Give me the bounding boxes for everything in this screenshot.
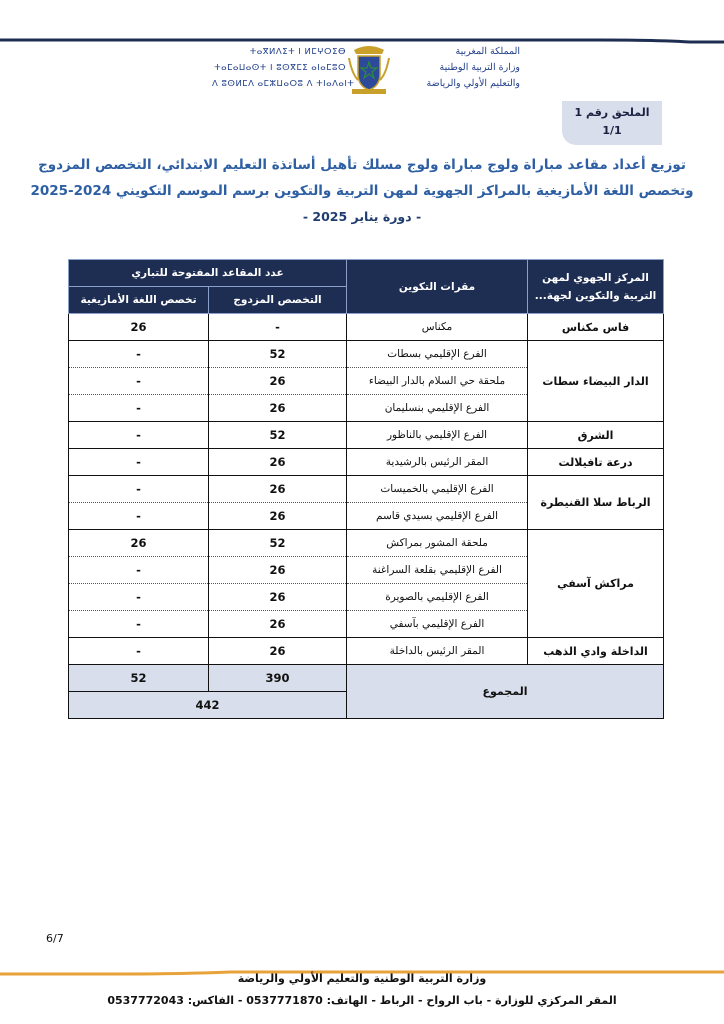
amazigh-seats-cell: - [69,584,209,611]
center-cell: الفرع الإقليمي بقلعة السراغنة [347,557,528,584]
ministry-name-arabic [392,44,520,92]
title-session: - دورة يناير 2025 - [302,209,422,224]
tifinagh-line-3: ⴷ ⵓⵙⵍⵎⴷ ⴰⵎⵣⵡⴰⵔⵓ ⴷ ⵜⵏⴰⴷⴰⵏⵜ [212,79,355,89]
annex-label-box [562,101,662,145]
dual-seats-cell: 26 [209,557,347,584]
title-line-1: توزيع أعداد مقاعد مباراة ولوج مباراة ولوج مسلك تأهيل أساتذة التعليم الابتدائي، التخصص المزدوج [38,157,686,173]
amazigh-seats-cell: - [69,503,209,530]
amazigh-seats-cell: - [69,449,209,476]
dual-seats-cell: 26 [209,395,347,422]
table-row [69,530,664,557]
dual-seats-cell: 26 [209,611,347,638]
table-row [69,422,664,449]
amazigh-seats-cell: - [69,476,209,503]
center-cell: المقر الرئيس بالرشيدية [347,449,528,476]
annex-number: الملحق رقم 1 [574,106,650,119]
document-title [30,152,694,230]
center-cell: الفرع الإقليمي بنسليمان [347,395,528,422]
dual-seats-cell: 52 [209,422,347,449]
grand-total: 442 [69,692,347,719]
center-cell: ملحقة حي السلام بالدار البيضاء [347,368,528,395]
amazigh-seats-cell: - [69,557,209,584]
amazigh-seats-cell: 26 [69,314,209,341]
header-dual: التخصص المزدوج [209,287,347,314]
footer-address: المقر المركزي للوزارة - باب الرواح - الرباط - الهاتف: 0537771870 - الفاكس: 0537772043 [107,994,617,1007]
dual-seats-cell: 26 [209,638,347,665]
region-cell: الرباط سلا القنيطرة [528,476,664,530]
dual-seats-cell: - [209,314,347,341]
region-cell: الشرق [528,422,664,449]
footer-ministry: وزارة التربية الوطنية والتعليم الأولي والرياضة [237,972,487,985]
tifinagh-line-1: ⵜⴰⴳⵍⴷⵉⵜ ⵏ ⵍⵎⵖⵔⵉⴱ [249,47,346,57]
amazigh-seats-cell: - [69,341,209,368]
total-amazigh: 52 [69,665,209,692]
morocco-coat-of-arms-icon [346,44,392,96]
center-cell: الفرع الإقليمي بآسفي [347,611,528,638]
amazigh-seats-cell: - [69,611,209,638]
dual-seats-cell: 26 [209,368,347,395]
ministry-line-2: وزارة التربية الوطنية [439,62,520,73]
dual-seats-cell: 26 [209,449,347,476]
table-row [69,314,664,341]
annex-page: 1/1 [602,124,622,137]
center-cell: الفرع الإقليمي بسيدي قاسم [347,503,528,530]
header-rule [0,38,724,42]
table-row [69,476,664,503]
center-cell: الفرع الإقليمي بالصويرة [347,584,528,611]
dual-seats-cell: 52 [209,530,347,557]
center-cell: الفرع الإقليمي بالناظور [347,422,528,449]
table-row [69,341,664,368]
amazigh-seats-cell: 26 [69,530,209,557]
header-amazigh: تخصص اللغة الأمازيغية [69,287,209,314]
footer-rule [0,961,724,967]
total-label: المجموع [347,665,664,719]
dual-seats-cell: 26 [209,476,347,503]
center-cell: ملحقة المشور بمراكش [347,530,528,557]
region-cell: الدار البيضاء سطات [528,341,664,422]
center-cell: مكناس [347,314,528,341]
title-line-2: وتخصص اللغة الأمازيغية بالمراكز الجهوية لمهن التربية والتكوين برسم الموسم التكويني 2024-2025 [30,183,694,199]
page-number: 6/7 [46,932,64,945]
region-cell: الداخلة وادي الذهب [528,638,664,665]
table-row [69,449,664,476]
center-cell: الفرع الإقليمي بسطات [347,341,528,368]
amazigh-seats-cell: - [69,395,209,422]
header-region: المركز الجهوي لمهن التربية والتكوين لجهة... [528,260,664,314]
header-center: مقرات التكوين [347,260,528,314]
footer [0,968,724,1012]
region-cell: مراكش آسفي [528,530,664,638]
amazigh-seats-cell: - [69,638,209,665]
center-cell: الفرع الإقليمي بالخميسات [347,476,528,503]
amazigh-seats-cell: - [69,422,209,449]
dual-seats-cell: 52 [209,341,347,368]
region-cell: درعة تافيلالت [528,449,664,476]
dual-seats-cell: 26 [209,584,347,611]
ministry-line-1: المملكة المغربية [455,46,520,57]
center-cell: المقر الرئيس بالداخلة [347,638,528,665]
amazigh-seats-cell: - [69,368,209,395]
dual-seats-cell: 26 [209,503,347,530]
table-row [69,638,664,665]
ministry-line-3: والتعليم الأولي والرياضة [426,78,520,89]
region-cell: فاس مكناس [528,314,664,341]
header-seats-group: عدد المقاعد المفتوحة للتباري [69,260,347,287]
ministry-name-tifinagh [212,44,355,92]
tifinagh-line-2: ⵜⴰⵎⴰⵡⴰⵙⵜ ⵏ ⵓⵙⴳⵎⵉ ⴰⵏⴰⵎⵓⵔ [214,63,346,73]
seats-table [68,259,664,719]
total-dual: 390 [209,665,347,692]
